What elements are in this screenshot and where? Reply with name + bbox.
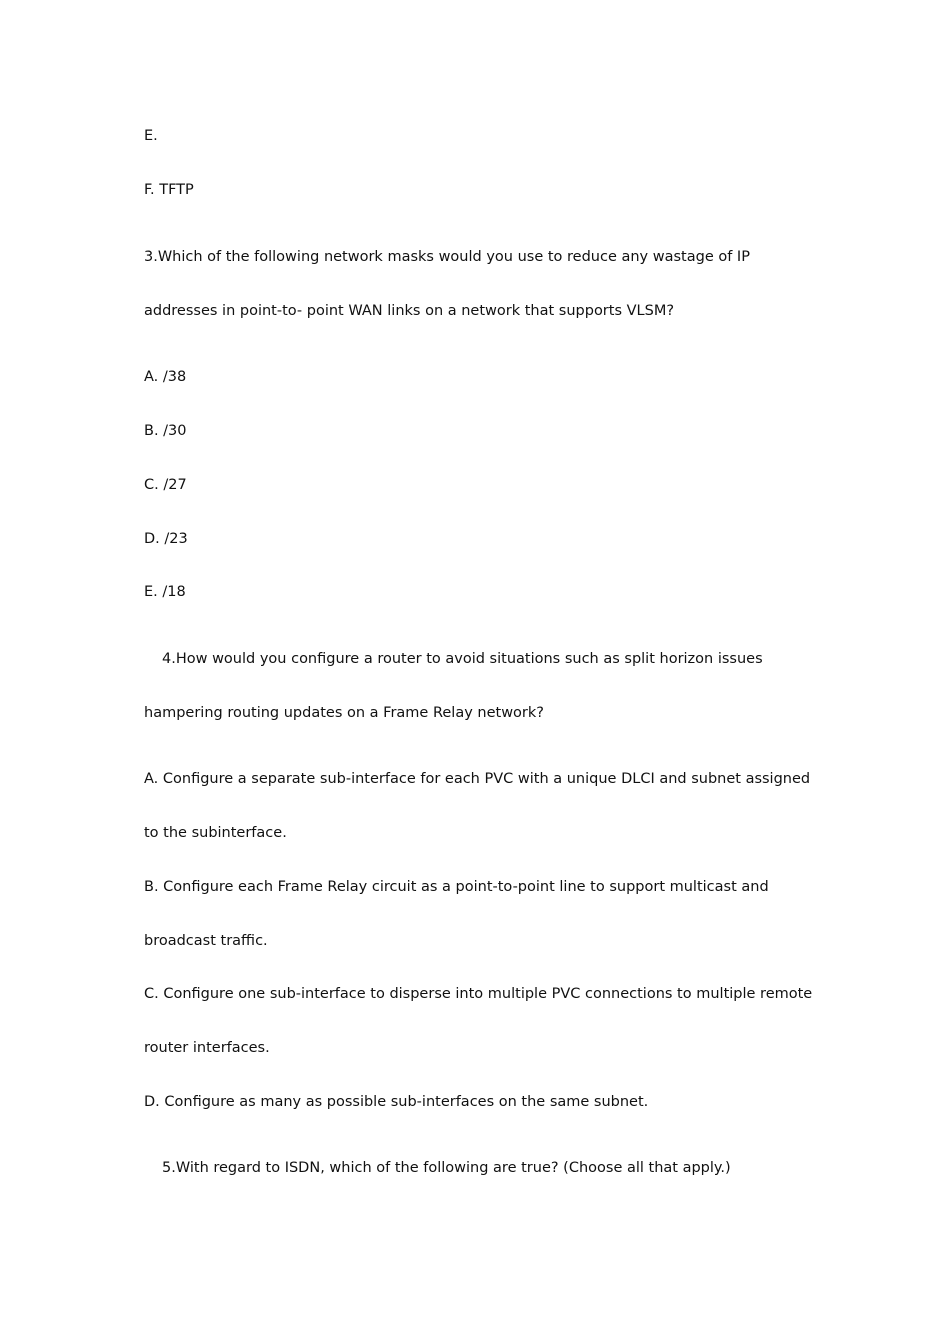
q4-option-c-line2: router interfaces.	[144, 1040, 270, 1056]
q3-option-a: A. /38	[144, 369, 187, 385]
q3-option-b: B. /30	[144, 423, 187, 439]
q5-question-line1: 5.With regard to ISDN, which of the following are true? (Choose all that apply.)	[162, 1160, 731, 1176]
q4-option-a-line2: to the subinterface.	[144, 825, 287, 841]
q3-option-d: D. /23	[144, 531, 188, 547]
q4-option-d: D. Configure as many as possible sub-interfaces on the same subnet.	[144, 1094, 649, 1110]
q4-option-b-line1: B. Configure each Frame Relay circuit as a point-to-point line to support multicast and	[144, 879, 769, 895]
q4-option-a-line1: A. Configure a separate sub-interface for each PVC with a unique DLCI and subnet assigned	[144, 771, 811, 787]
q2-option-e: E.	[144, 128, 158, 144]
q4-question-line1: 4.How would you configure a router to avoid situations such as split horizon issues	[162, 651, 763, 667]
q4-question-line2: hampering routing updates on a Frame Relay network?	[144, 705, 544, 721]
q3-option-e: E. /18	[144, 584, 186, 600]
q3-question-line2: addresses in point-to- point WAN links on a network that supports VLSM?	[144, 303, 675, 319]
q2-option-f: F. TFTP	[144, 182, 194, 198]
q4-option-b-line2: broadcast traffic.	[144, 933, 268, 949]
q3-question-line1: 3.Which of the following network masks would you use to reduce any wastage of IP	[144, 249, 750, 265]
q3-option-c: C. /27	[144, 477, 187, 493]
q4-option-c-line1: C. Configure one sub-interface to disperse into multiple PVC connections to multiple remote	[144, 986, 813, 1002]
